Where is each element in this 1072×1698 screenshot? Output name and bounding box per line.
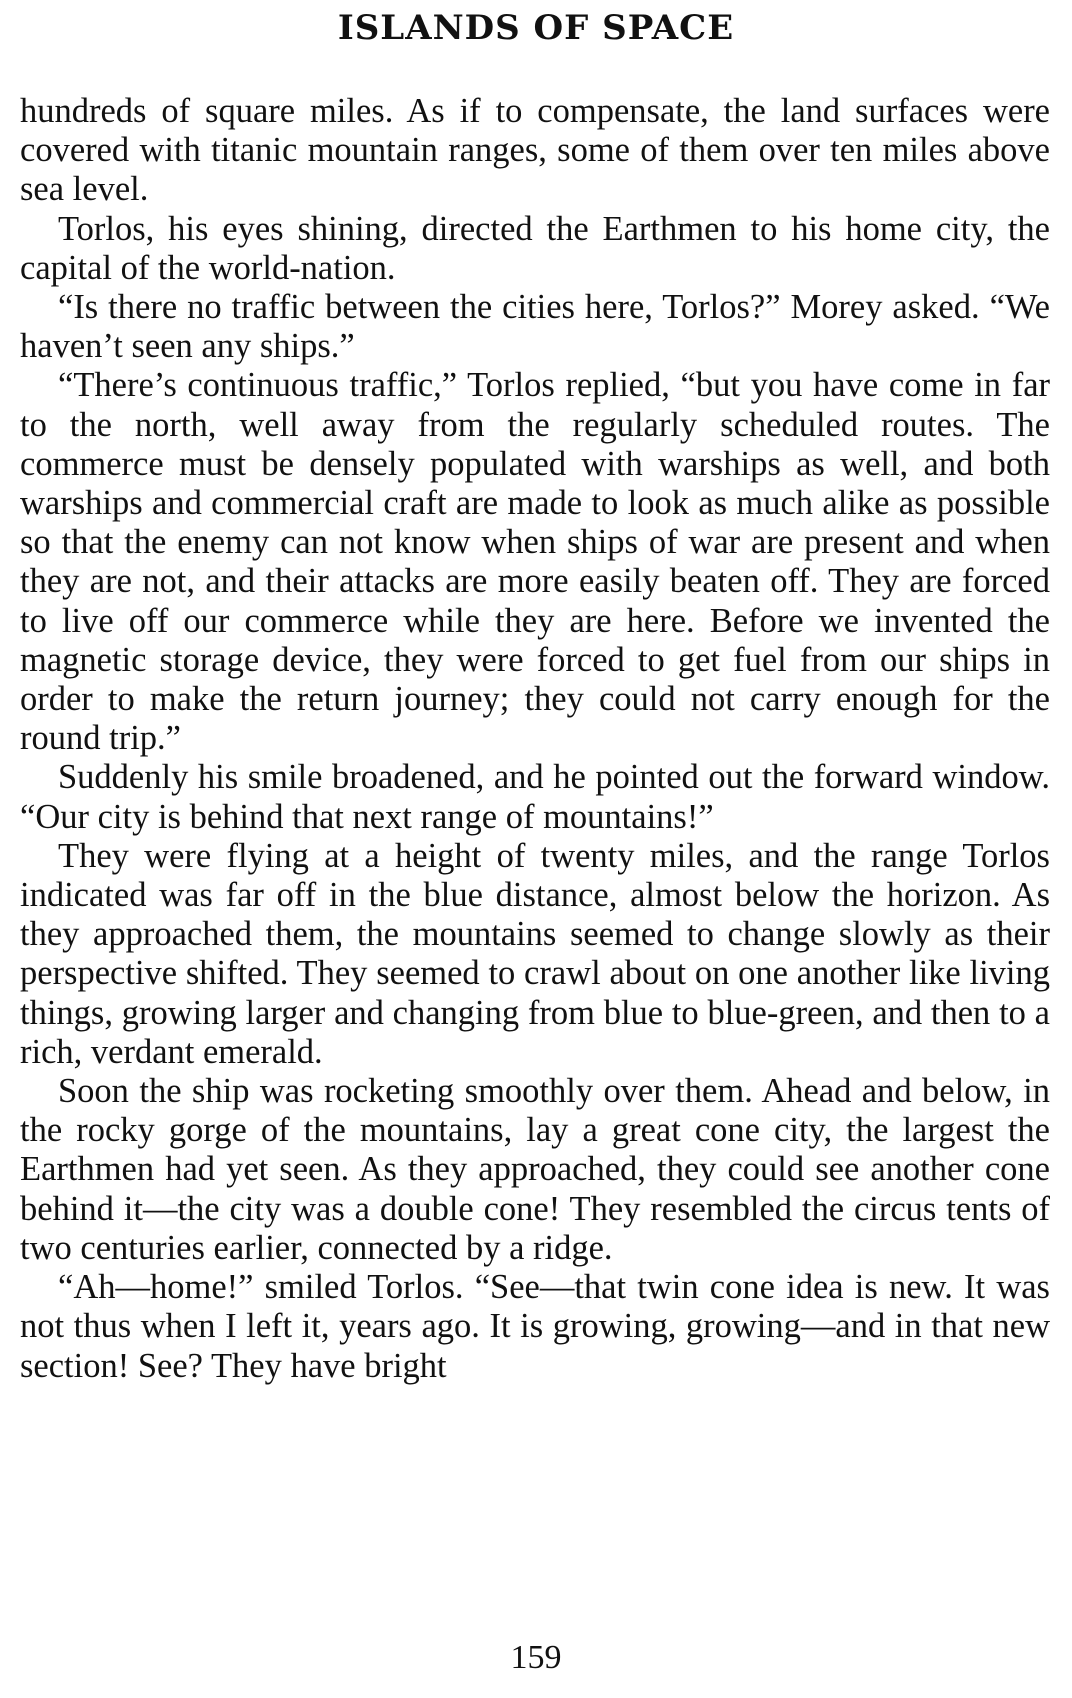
- paragraph: Torlos, his eyes shining, directed the Earthmen to his home city, the capital of the world-nation.: [20, 209, 1050, 287]
- body-text: [20, 92, 1050, 1386]
- paragraph: “Is there no traffic between the cities here, Torlos?” Morey asked. “We haven’t seen any ships.”: [20, 288, 1050, 366]
- paragraph: Soon the ship was rocketing smoothly over them. Ahead and below, in the rocky gorge of the mountains, lay a great cone city, the largest the Earthmen had yet seen. As they approached, they could see another cone behind it—the city was a double cone! They resembled the circus tents of two centuries earlier, connected by a ridge.: [20, 1072, 1050, 1267]
- paragraph: hundreds of square miles. As if to compensate, the land surfaces were covered with titanic mountain ranges, some of them over ten miles above sea level.: [20, 92, 1050, 209]
- running-title: ISLANDS OF SPACE: [337, 8, 735, 48]
- page-number: 159: [510, 1639, 562, 1676]
- paragraph: Suddenly his smile broadened, and he pointed out the forward window. “Our city is behind that next range of mountains!”: [20, 758, 1050, 836]
- paragraph: “There’s continuous traffic,” Torlos replied, “but you have come in far to the north, well away from the regularly scheduled routes. The commerce must be densely populated with warships as well, and both warships and commercial craft are made to look as much alike as possible so that the enemy can not know when ships of war are present and when they are not, and their attacks are more easily beaten off. They are forced to live off our commerce while they are here. Before we invented the magnetic storage device, they were forced to get fuel from our ships in order to make the return journey; they could not carry enough for the round trip.”: [20, 366, 1050, 758]
- paragraph: “Ah—home!” smiled Torlos. “See—that twin cone idea is new. It was not thus when I left it, years ago. It is growing, growing—and in that new section! See? They have bright: [20, 1268, 1050, 1385]
- paragraph: They were flying at a height of twenty miles, and the range Torlos indicated was far off in the blue distance, almost below the horizon. As they approached them, the mountains seemed to change slowly as their perspective shifted. They seemed to crawl about on one another like living things, growing larger and changing from blue to blue-green, and then to a rich, verdant emerald.: [20, 836, 1050, 1071]
